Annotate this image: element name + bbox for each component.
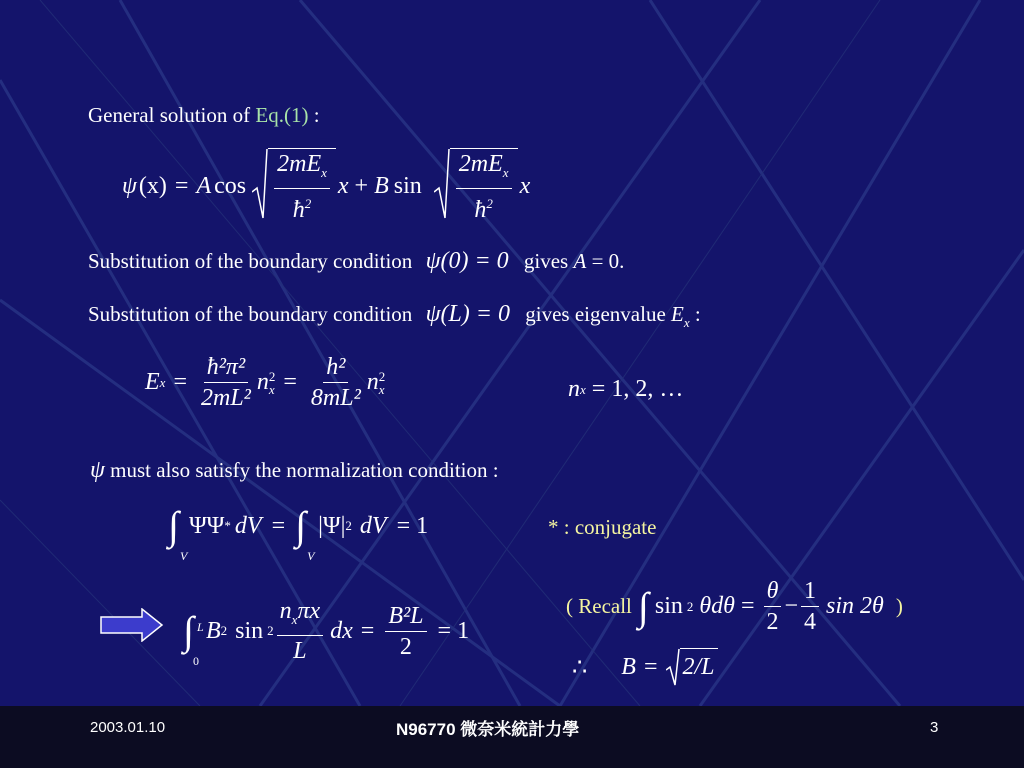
quantum-number-range [568, 376, 683, 403]
result-text: = 0. [586, 249, 625, 273]
equals-sign: = [740, 593, 755, 619]
normalization-equation [168, 503, 429, 563]
superscript-2: 2 [267, 623, 274, 638]
denominator-hbar: ħ [474, 197, 487, 223]
variable-x: x [519, 173, 531, 199]
slide-footer [0, 706, 1024, 768]
therefore-symbol: ∴ [572, 654, 588, 681]
superscript-2: 2 [304, 196, 312, 211]
footer-course-title: N96770 微奈米統計力學 [396, 720, 580, 739]
numerator: θ [764, 576, 782, 607]
fraction-h [308, 352, 364, 413]
superscript-2: 2 [686, 598, 694, 614]
fraction-1-4 [801, 576, 819, 637]
conjugate-note: * : conjugate [548, 515, 657, 539]
upper-limit-l: L [197, 620, 204, 634]
psi-symbol: ψ [90, 457, 105, 483]
equals-sign: = [174, 173, 189, 199]
fraction [274, 149, 330, 225]
quantum-number: n [279, 598, 292, 624]
sine-argument-fraction [277, 596, 323, 666]
coefficient-a: A [196, 173, 212, 199]
heading-text: General solution of [88, 103, 256, 127]
volume-element: dV [359, 512, 387, 539]
pi-x: πx [297, 598, 321, 624]
denominator: 2mL² [201, 385, 251, 411]
fraction-hbar [198, 352, 254, 413]
psi-argument: (x) [138, 173, 167, 199]
normalization-integral-equation [183, 596, 469, 666]
numerator: 2mE [277, 151, 322, 177]
numerator: h² [323, 352, 348, 383]
energy-symbol: E [671, 302, 684, 326]
coefficient-b: B [621, 653, 636, 680]
conjugate-star: * [224, 518, 231, 533]
superscript-2: 2 [378, 368, 386, 384]
superscript-2: 2 [486, 196, 493, 211]
page-number: 3 [930, 719, 939, 736]
quantum-number: n [568, 376, 580, 402]
psi-product: ΨΨ [188, 512, 225, 539]
subscript-x: x [321, 165, 327, 180]
subscript-x: x [580, 381, 586, 397]
equals-sign: = [271, 512, 286, 539]
lower-limit-v: V [180, 549, 188, 563]
subscript-x: x [159, 374, 166, 390]
normalization-text: must also satisfy the normalization condition : [104, 458, 499, 482]
recall-identity [566, 576, 903, 637]
denominator-hbar: ħ [292, 197, 305, 223]
radical-sign [666, 648, 680, 686]
numerator: ħ²π² [204, 352, 248, 383]
lower-limit-zero: 0 [193, 654, 199, 668]
boundary-condition-line-2 [88, 301, 701, 336]
plus-sign: + [354, 173, 369, 199]
fraction-theta-2 [764, 576, 782, 637]
boundary-condition-line-1 [88, 248, 624, 274]
volume-element: dV [234, 512, 262, 539]
footer-date: 2003.01.10 [90, 719, 166, 736]
heading-colon: : [308, 103, 320, 127]
integral-sign: ∫ V [168, 506, 179, 546]
equals-one: = 1 [437, 617, 470, 644]
therefore-result [572, 648, 718, 686]
psi-symbol: ψ [122, 173, 137, 199]
square-root [666, 648, 718, 686]
radical-sign [252, 148, 268, 220]
subscript-x: x [291, 612, 298, 627]
general-solution-equation [122, 148, 530, 225]
superscript-2: 2 [220, 623, 228, 638]
theta-dtheta: θdθ [699, 593, 735, 619]
coefficient-b: B [374, 173, 389, 199]
denominator: 2 [399, 633, 412, 660]
radical-sign [434, 148, 450, 220]
superscript-2: 2 [345, 518, 352, 533]
colon: : [689, 302, 701, 326]
eigenvalue-equation [145, 352, 385, 413]
general-solution-heading [88, 102, 320, 128]
sin-function: sin [654, 593, 683, 619]
subscript-x: x [683, 315, 690, 330]
range-values: = 1, 2, … [591, 376, 684, 402]
equals-sign: = [643, 653, 658, 680]
equation-reference-link[interactable]: Eq.(1) [255, 103, 309, 127]
sin-function: sin [393, 173, 422, 199]
cos-function: cos [214, 173, 247, 199]
normalization-condition-text [90, 457, 499, 483]
boundary-condition-psi0: ψ(0) = 0 [425, 248, 509, 274]
boundary-text: Substitution of the boundary condition [88, 302, 413, 326]
fraction [456, 149, 512, 225]
variable-x: x [337, 173, 349, 199]
denominator: 2 [766, 609, 779, 635]
minus-sign: − [784, 593, 799, 619]
quantum-number: n [366, 369, 379, 395]
length-l: L [293, 638, 307, 664]
psi-magnitude: |Ψ| [318, 512, 346, 539]
subscript-x: x [378, 381, 385, 397]
differential-dx: dx [330, 617, 353, 644]
denominator: 8mL² [310, 385, 361, 411]
coefficient-a: A [573, 249, 587, 273]
recall-label: ( Recall [566, 594, 632, 618]
sin-function: sin [235, 617, 264, 644]
lower-limit-v: V [307, 549, 315, 563]
radicand: 2/L [680, 648, 718, 686]
coefficient-b: B [205, 617, 221, 644]
subscript-x: x [268, 381, 275, 397]
numerator: 2mE [458, 151, 503, 177]
result-fraction [385, 601, 426, 662]
recall-close: ) [895, 594, 903, 618]
superscript-2: 2 [268, 368, 276, 384]
square-root-1 [252, 148, 336, 225]
numerator: 1 [801, 576, 819, 607]
gives-eigenvalue-text: gives eigenvalue [525, 302, 672, 326]
integral-sign: ∫ V [295, 506, 306, 546]
gives-text: gives [523, 249, 574, 273]
energy-symbol: E [145, 369, 160, 395]
equals-one: = 1 [396, 512, 429, 539]
sin-2theta: sin 2θ [826, 593, 884, 619]
equals-sign: = [173, 369, 187, 395]
implies-arrow-icon [100, 608, 164, 642]
subscript-x: x [502, 165, 509, 180]
integral-sign: ∫ [637, 583, 649, 629]
numerator: B²L [385, 601, 426, 632]
quantum-number: n [256, 369, 269, 395]
boundary-text: Substitution of the boundary condition [88, 249, 413, 273]
denominator: 4 [804, 609, 817, 635]
integral-sign: ∫ L 0 [183, 611, 194, 651]
square-root-2 [434, 148, 518, 225]
boundary-condition-psiL: ψ(L) = 0 [425, 301, 510, 327]
equals-sign: = [283, 369, 297, 395]
equals-sign: = [360, 617, 375, 644]
